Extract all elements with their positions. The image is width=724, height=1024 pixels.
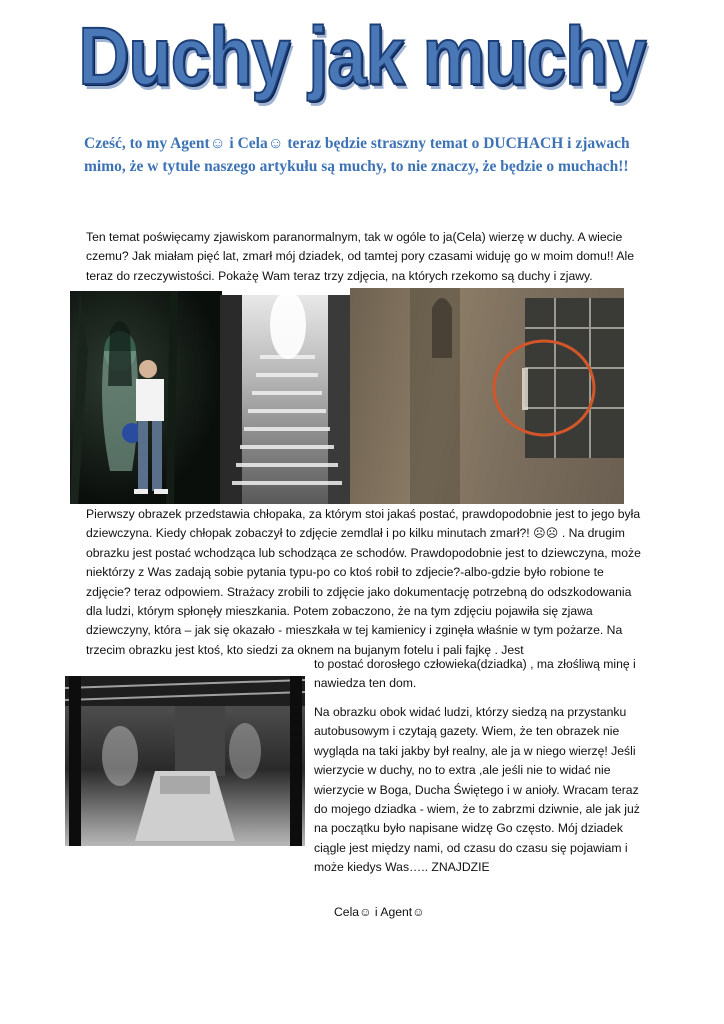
paragraph-1: Ten temat poświęcamy zjawiskom paranormalnym, tak w ogóle to ja(Cela) wierzę w duchy. A wiecie czemu? Jak miałam pięć lat, zmarł mój dziadek, od tamtej pory czasami widuję go w moim domu!! Ale teraz do rzeczywistości. Pokażę Wam teraz trzy zdjęcia, na których rzekomo są duchy i zjawy.	[86, 230, 634, 283]
page-title: Duchy jak muchy	[78, 11, 646, 102]
intro-text: Cześć, to my Agent☺ i Cela☺ teraz będzie straszny temat o DUCHACH i zjawach mimo, że w tytule naszego artykułu są muchy, to nie znaczy, że będzie o muchach!!	[84, 135, 630, 175]
ghost-photo-bus-stop	[65, 676, 305, 846]
ghost-photo-staircase	[220, 295, 350, 504]
paragraph-4: Na obrazku obok widać ludzi, którzy siedzą na przystanku autobusowym i czytają gazety. Wiem, że ten obrazek nie wygląda na taki jakby był realny, ale ja w niego wierzę! Jeśli wierzycie w duchy, no to extra ,ale jeśli nie to widać nie wierzycie w Boga, Ducha Świętego i w anioły. Wracam teraz do mojego dziadka - wiem, że to zabrzmi dziwnie, ale jak już na początku było napisane widzę Go często. Mój dziadek ciągle jest między nami, od czasu do czasu się pojawiam i może kiedys Was….. ZNAJDZIE	[314, 705, 640, 875]
paragraph-3: to postać dorosłego człowieka(dziadka) , ma złośliwą minę i nawiedza ten dom.	[314, 657, 636, 691]
paragraph-2: Pierwszy obrazek przedstawia chłopaka, za którym stoi jakaś postać, prawdopodobnie jest to jego była dziewczyna. Kiedy chłopak zobaczył to zdjęcie zemdlał i po kilku minutach zmarł?! ☹☹ . Na drugim obrazku jest postać wchodząca lub schodząca ze schodów. Prawdopodobnie jest to dziewczyna, może niektórzy z Was zadają sobie pytania typu-po co ktoś robił to zdjecie?-albo-gdzie było robione te zdjęcie? teraz odpowiem. Strażacy zrobili to zdjęcie jako dokumentację potrzebną do odszkodowania dla ludzi, którym spłonęły mieszkania. Potem zobaczono, że na tym zdjęciu pojawiła się zjawa dziewczyny, która – jak się okazało - mieszkała w tej kamienicy i zginęła właśnie w tym pożarze. Na trzecim obrazku jest ktoś, kto siedzi za oknem na bujanym fotelu i pali fajkę . Jest	[86, 507, 641, 657]
ghost-photo-window	[350, 288, 624, 504]
signature: Cela☺ i Agent☺	[334, 905, 425, 919]
ghost-photo-boy	[70, 291, 222, 504]
